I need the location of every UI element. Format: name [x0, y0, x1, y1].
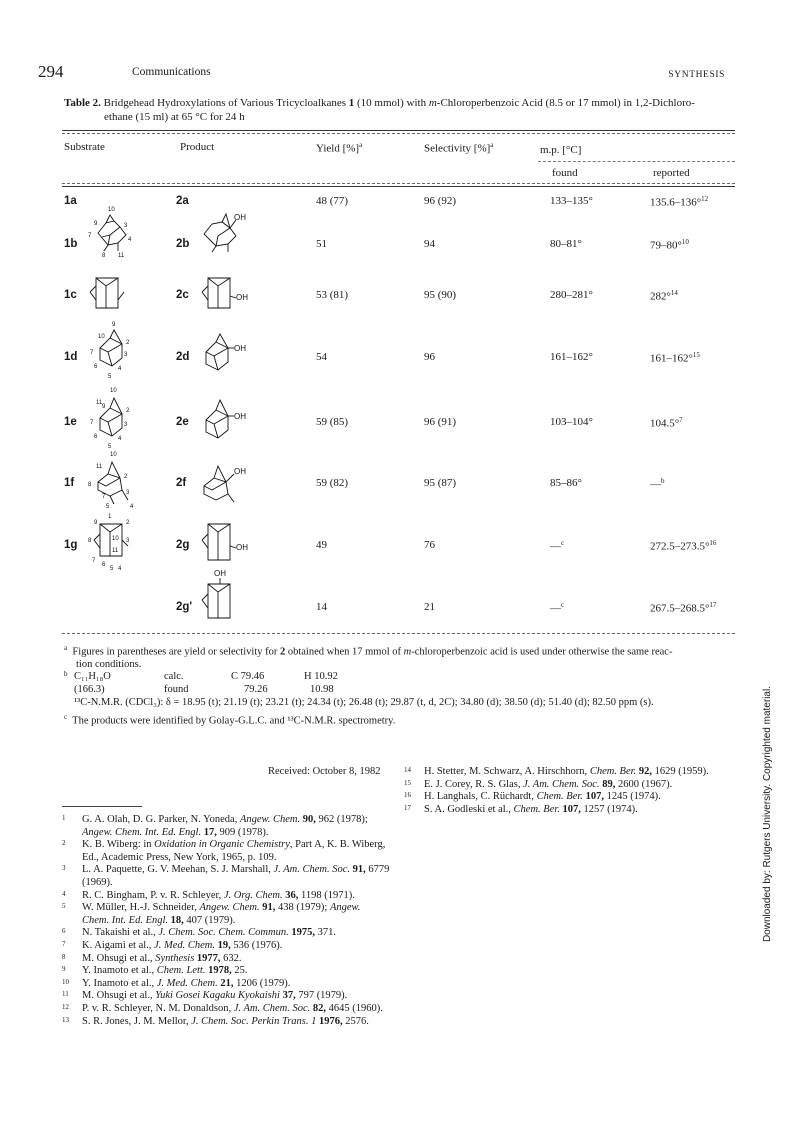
mp-reported-value: —$^b$: [650, 477, 665, 491]
svg-text:4: 4: [118, 566, 122, 572]
svg-text:4: 4: [118, 366, 122, 372]
structure-2c: [200, 272, 260, 319]
svg-text:7: 7: [92, 558, 96, 564]
selectivity-value: 95 (87): [424, 477, 457, 489]
reference-item: [404, 804, 734, 817]
svg-text:7: 7: [102, 494, 106, 500]
table-caption: [64, 97, 744, 124]
download-watermark: [762, 686, 778, 986]
structure-1g: [88, 512, 138, 577]
svg-text:OH: OH: [234, 213, 246, 222]
substrate-label: 1d: [64, 351, 78, 363]
svg-text:9: 9: [112, 322, 116, 328]
svg-text:11: 11: [96, 400, 103, 406]
structure-2b: [200, 210, 260, 260]
svg-text:5: 5: [110, 566, 114, 572]
substrate-label: 1a: [64, 195, 77, 207]
reference-text: Y. Inamoto et al., Chem. Lett. 1978, 25.: [82, 965, 248, 977]
footnote-b-analysis: C₁₁H₁₈O calc. C 79.46 H 10.92 (166.3) found 79.26 10.98 ¹³C-N.M.R. (CDCl₃): δ = 18.95 (t); 21.19 (t); 23.21 (t); 24.34 (t); 26.48 (t); 29.87 (t, d, 2C); 34.80 (d); 38.50 (d); 51.40 (d); 82.50 ppm (s).: [64, 671, 744, 710]
reference-item: [62, 839, 390, 864]
svg-text:OH: OH: [234, 344, 246, 353]
svg-text:10: 10: [110, 452, 117, 458]
reference-text: N. Takaishi et al., J. Chem. Soc. Chem. Commun. 1975, 371.: [82, 927, 336, 939]
structure-1c: [88, 272, 128, 319]
reference-text: L. A. Paquette, G. V. Meehan, S. J. Marshall, J. Am. Chem. Soc. 91, 6779 (1969).: [82, 864, 390, 888]
mp-subheader-rule: [538, 161, 735, 162]
svg-text:10: 10: [110, 388, 117, 394]
mp-found-value: 133–135°: [550, 195, 593, 207]
reference-number: 4: [62, 889, 66, 898]
reference-number: 2: [62, 839, 66, 848]
product-label: 2c: [176, 289, 189, 301]
selectivity-value: 95 (90): [424, 289, 457, 301]
reference-text: Y. Inamoto et al., J. Med. Chem. 21, 1206 (1979).: [82, 977, 291, 989]
structure-1b: [88, 203, 138, 264]
mp-found-value: 103–104°: [550, 416, 593, 428]
yield-value: 59 (82): [316, 477, 349, 489]
table-bottom-rule: [62, 633, 735, 634]
header-product: Product: [180, 141, 215, 153]
reference-text: M. Ohsugi et al., Synthesis 1977, 632.: [82, 952, 242, 964]
svg-text:3: 3: [126, 538, 130, 544]
svg-text:10: 10: [112, 536, 119, 542]
reference-number: 14: [404, 766, 411, 774]
product-label: 2g': [176, 601, 193, 613]
reference-item: [62, 902, 390, 927]
substrate-label: 1e: [64, 416, 77, 428]
reference-text: M. Ohsugi et al., Yuki Gosei Kagaku Kyokaishi 37, 797 (1979).: [82, 990, 348, 1002]
yield-value: 48 (77): [316, 195, 349, 207]
svg-text:10: 10: [108, 207, 115, 213]
header-reported: reported: [653, 167, 690, 179]
svg-text:4: 4: [128, 237, 132, 243]
svg-text:7: 7: [90, 420, 94, 426]
product-label: 2a: [176, 195, 189, 207]
mp-found-value: 80–81°: [550, 238, 582, 250]
structure-1d: [88, 318, 138, 385]
reference-text: S. A. Godleski et al., Chem. Ber. 107, 1257 (1974).: [424, 803, 638, 815]
reference-number: 7: [62, 939, 66, 948]
caption-text: (10 mmol) with: [354, 97, 429, 109]
structure-1f: [88, 450, 138, 517]
header-mp: m.p. [°C]: [540, 144, 582, 156]
reference-item: [62, 1016, 390, 1029]
product-label: 2g: [176, 539, 190, 551]
mp-reported-value: 135.6–136°$^{12}$: [650, 195, 709, 209]
reference-item: [62, 927, 390, 940]
selectivity-value: 96 (92): [424, 195, 457, 207]
reference-number: 15: [404, 778, 411, 787]
mp-reported-value: 104.5°$^7$: [650, 416, 683, 430]
footnote-b: b: [64, 670, 68, 678]
footnote-b-nmr: ¹³C-N.M.R. (CDCl₃): δ = 18.95 (t); 21.19 (t); 23.21 (t); 24.34 (t); 26.48 (t); 29.87 (t, d, 2C); 34.80 (d); 38.50 (d); 51.40 (d); 82.50 ppm (s).: [74, 697, 654, 708]
reference-text: K. Aigami et al., J. Med. Chem. 19, 536 (1976).: [82, 939, 283, 951]
reference-item: [404, 766, 734, 779]
reference-number: 11: [62, 990, 69, 999]
caption-compound: 1: [348, 97, 355, 109]
reference-item: [62, 953, 390, 966]
yield-value: 59 (85): [316, 416, 349, 428]
svg-text:9: 9: [94, 520, 98, 526]
structure-1e: [88, 384, 138, 455]
reference-number: 3: [62, 864, 66, 873]
mp-found-value: 85–86°: [550, 477, 582, 489]
svg-text:OH: OH: [236, 293, 248, 302]
caption-line-2: ethane (15 ml) at 65 °C for 24 h: [104, 110, 245, 123]
selectivity-value: 96 (91): [424, 416, 457, 428]
svg-text:OH: OH: [214, 569, 226, 578]
reference-number: 6: [62, 927, 66, 936]
structure-2f: [200, 462, 260, 512]
caption-label: Table 2.: [64, 97, 101, 109]
structure-2e: [200, 396, 260, 451]
yield-value: 53 (81): [316, 289, 349, 301]
product-label: 2b: [176, 238, 190, 250]
table-top-rule: [62, 130, 735, 131]
header-yield: Yield [%]$^a$: [316, 141, 363, 155]
mp-reported-value: 282°$^{14}$: [650, 289, 678, 303]
svg-text:3: 3: [124, 352, 128, 358]
svg-text:9: 9: [94, 221, 98, 227]
reference-text: S. R. Jones, J. M. Mellor, J. Chem. Soc. Perkin Trans. 1 1976, 2576.: [82, 1015, 369, 1027]
svg-text:5: 5: [108, 374, 112, 380]
mp-reported-value: 79–80°$^{10}$: [650, 238, 689, 252]
svg-text:11: 11: [96, 464, 103, 470]
svg-text:3: 3: [124, 422, 128, 428]
header-selectivity: Selectivity [%]$^a$: [424, 141, 494, 155]
mp-found-value: 280–281°: [550, 289, 593, 301]
caption-text: Bridgehead Hydroxylations of Various Tricycloalkanes: [100, 97, 349, 109]
header-bottom-rule: [62, 183, 735, 184]
svg-text:4: 4: [118, 436, 122, 442]
reference-number: 9: [62, 965, 66, 974]
svg-text:5: 5: [108, 444, 112, 450]
reference-item: [62, 978, 390, 991]
mp-found-value: —$^c$: [550, 601, 565, 615]
selectivity-value: 76: [424, 539, 435, 551]
reference-text: H. Langhals, C. Rüchardt, Chem. Ber. 107, 1245 (1974).: [424, 791, 661, 803]
header-found: found: [552, 167, 578, 179]
svg-text:4: 4: [130, 504, 134, 510]
svg-text:6: 6: [94, 364, 98, 370]
footnote-a: $^a$ Figures in parentheses are yield or selectivity for 2 obtained when 17 mmol of m-chloroperbenzoic acid is used under otherwise the same reac- tion conditions.: [64, 644, 673, 670]
references-left: [62, 814, 390, 1028]
mp-found-value: 161–162°: [550, 351, 593, 363]
svg-text:6: 6: [94, 434, 98, 440]
yield-value: 14: [316, 601, 327, 613]
footnote-c: $^c$ The products were identified by Golay-G.L.C. and ¹³C-N.M.R. spectrometry.: [64, 713, 396, 727]
substrate-label: 1b: [64, 238, 78, 250]
substrate-label: 1g: [64, 539, 78, 551]
reference-item: [62, 1003, 390, 1016]
svg-text:3: 3: [126, 490, 130, 496]
reference-item: [62, 965, 390, 978]
reference-text: K. B. Wiberg: in Oxidation in Organic Chemistry, Part A, K. B. Wiberg, Ed., Academic Press, New York, 1965, p. 109.: [82, 839, 386, 863]
reference-text: R. C. Bingham, P. v. R. Schleyer, J. Org. Chem. 36, 1198 (1971).: [82, 889, 355, 901]
yield-value: 51: [316, 238, 327, 250]
substrate-label: 1f: [64, 477, 75, 489]
reference-item: [404, 791, 734, 804]
structure-2g-prime: [200, 568, 260, 631]
yield-value: 54: [316, 351, 327, 363]
reference-item: [62, 990, 390, 1003]
table-top-rule-dashed: [62, 133, 735, 134]
reference-number: 13: [62, 1015, 69, 1024]
mp-reported-value: 272.5–273.5°$^{16}$: [650, 539, 717, 553]
svg-text:1: 1: [108, 514, 112, 520]
mp-reported-value: 267.5–268.5°$^{17}$: [650, 601, 717, 615]
structure-2g: [200, 520, 260, 573]
reference-text: G. A. Olah, D. G. Parker, N. Yoneda, Angew. Chem. 90, 962 (1978); Angew. Chem. Int. Ed. Engl. 17, 909 (1978).: [82, 814, 368, 838]
svg-text:7: 7: [90, 350, 94, 356]
reference-number: 16: [404, 791, 411, 800]
received-date: Received: October 8, 1982: [268, 766, 381, 777]
selectivity-value: 94: [424, 238, 435, 250]
product-label: 2e: [176, 416, 189, 428]
reference-number: 5: [62, 902, 66, 911]
svg-text:8: 8: [88, 482, 92, 488]
journal-name: SYNTHESIS: [668, 70, 725, 80]
selectivity-value: 21: [424, 601, 435, 613]
reference-number: 8: [62, 952, 66, 961]
svg-text:OH: OH: [234, 412, 246, 421]
svg-text:OH: OH: [234, 467, 246, 476]
reference-number: 17: [404, 803, 411, 812]
caption-text: -Chloroperbenzoic Acid (8.5 or 17 mmol) in 1,2-Dichloro-: [436, 97, 695, 109]
product-label: 2f: [176, 477, 187, 489]
svg-text:3: 3: [124, 223, 128, 229]
references-right: [404, 766, 734, 816]
watermark-text: Downloaded by: Rutgers University. Copyrighted material.: [762, 686, 773, 943]
svg-text:8: 8: [102, 253, 106, 259]
svg-text:OH: OH: [236, 543, 248, 552]
reference-number: 1: [62, 814, 66, 822]
svg-text:2: 2: [124, 474, 128, 480]
svg-text:5: 5: [106, 504, 110, 510]
selectivity-value: 96: [424, 351, 435, 363]
structure-2d: [200, 332, 260, 382]
section-title: Communications: [132, 66, 211, 78]
yield-value: 49: [316, 539, 327, 551]
reference-number: 10: [62, 977, 69, 986]
product-label: 2d: [176, 351, 190, 363]
reference-text: P. v. R. Schleyer, N. M. Donaldson, J. Am. Chem. Soc. 82, 4645 (1960).: [82, 1002, 383, 1014]
svg-text:8: 8: [88, 538, 92, 544]
svg-text:2: 2: [126, 340, 130, 346]
caption-italic: m: [428, 97, 437, 109]
substrate-label: 1c: [64, 289, 77, 301]
mp-found-value: —$^c$: [550, 539, 565, 553]
header-bottom-rule-solid: [62, 186, 735, 187]
svg-text:10: 10: [98, 334, 105, 340]
svg-text:11: 11: [112, 548, 119, 554]
reference-text: E. J. Corey, R. S. Glas, J. Am. Chem. Soc. 89, 2600 (1967).: [424, 778, 673, 790]
page-number: 294: [38, 62, 64, 81]
header-substrate: Substrate: [64, 141, 105, 153]
svg-text:2: 2: [126, 408, 130, 414]
svg-text:2: 2: [126, 520, 130, 526]
references-rule: [62, 806, 142, 807]
reference-item: [404, 779, 734, 792]
reference-item: [62, 864, 390, 889]
svg-text:6: 6: [102, 562, 106, 568]
reference-text: W. Müller, H.-J. Schneider, Angew. Chem. 91, 438 (1979); Angew. Chem. Int. Ed. Engl. 18, 407 (1979).: [82, 902, 361, 926]
svg-text:11: 11: [118, 253, 125, 259]
reference-number: 12: [62, 1002, 69, 1011]
svg-text:7: 7: [88, 233, 92, 239]
reference-item: [62, 814, 390, 839]
reference-text: H. Stetter, M. Schwarz, A. Hirschhorn, Chem. Ber. 92, 1629 (1959).: [424, 766, 709, 777]
svg-text:9: 9: [102, 404, 106, 410]
mp-reported-value: 161–162°$^{15}$: [650, 351, 700, 365]
reference-item: [62, 890, 390, 903]
reference-item: [62, 940, 390, 953]
